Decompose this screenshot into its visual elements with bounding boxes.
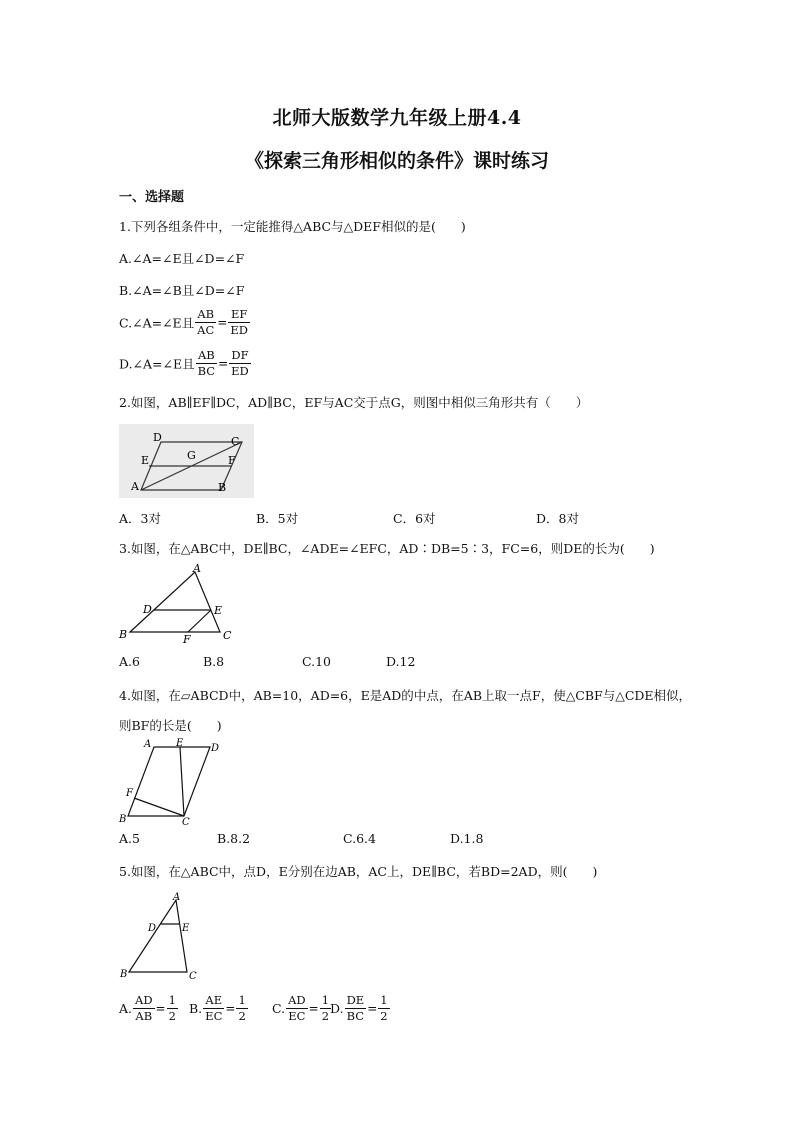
q1-stem: 1.下列各组条件中，一定能推得△ABC与△DEF相似的是( ) [119,219,466,234]
section-heading: 一、选择题 [119,190,185,205]
q1-option-c-fraction2: $\frac{EF}{ED}$ [230,307,248,337]
q2-label-c: C [231,435,240,448]
q2-label-d: D [153,431,162,444]
q5-label-d: D [148,923,157,934]
q4-label-b: B [119,814,127,825]
q2-label-a: A [131,480,139,493]
q1-option-d-equals: = [218,356,229,371]
q2-label-g: G [187,449,196,462]
q2-label-e: E [141,454,150,467]
q4-stem-line1: 4.如图，在▱ABCD中，AB=10，AD=6，E是AD的中点，在AB上取一点F，使△CBF与△CDE相似， [119,688,692,703]
q2-label-f: F [228,454,236,467]
q2-choice-b: B．5对 [256,511,299,526]
q4-choice-c: C.6.4 [343,831,376,846]
q4-label-f: F [126,788,133,799]
document-title: 北师大版数学九年级上册4.4 [272,107,522,129]
q1-option-c-fraction1: $\frac{AB}{AC}$ [197,307,215,337]
q3-label-e: E [214,604,223,617]
q5-label-a: A [173,892,181,903]
q5-label-c: C [189,971,197,982]
q2-choice-c: C．6对 [393,511,436,526]
q5-choice-b: B. $\frac{AE}{EC}$ = $\frac{1}{2}$ [189,993,246,1023]
q5-choice-a: A. $\frac{AD}{AB}$ = $\frac{1}{2}$ [119,993,176,1023]
q3-choice-c: C.10 [302,654,331,669]
q1-option-d-prefix: D.∠A=∠E且 [119,356,195,372]
q1-option-c [119,307,251,338]
q4-label-a: A [144,739,152,750]
q3-label-c: C [223,629,232,642]
q1-option-d-fraction1: $\frac{AB}{BC}$ [197,348,216,378]
q5-label-b: B [120,969,128,980]
q4-label-e: E [176,738,184,749]
q5-stem: 5.如图，在△ABC中，点D，E分别在边AB，AC上，DE∥BC，若BD=2AD，则( ) [119,864,598,879]
q3-label-b: B [119,628,128,641]
q3-figure [116,560,240,644]
q4-choice-d: D.1.8 [450,831,484,846]
q1-option-b: B.∠A=∠B且∠D=∠F [119,283,245,298]
q2-stem: 2.如图，AB∥EF∥DC，AD∥BC，EF与AC交于点G，则图中相似三角形共有（ ） [119,395,589,410]
q5-label-e: E [182,923,190,934]
q5-choice-d: D. $\frac{DE}{BC}$ = $\frac{1}{2}$ [330,993,388,1023]
q3-choice-b: B.8 [203,654,225,669]
q3-choice-d: D.12 [386,654,416,669]
q4-label-d: D [211,743,220,754]
q3-label-d: D [143,603,152,616]
q1-option-d [119,348,252,379]
q1-option-c-prefix: C.∠A=∠E且 [119,315,195,331]
q2-choice-d: D．8对 [536,511,579,526]
q3-choice-a: A.6 [119,654,140,669]
q4-choice-a: A.5 [119,831,140,846]
document-subtitle: 《探索三角形相似的条件》课时练习 [244,150,549,172]
q2-figure [119,424,254,498]
q4-stem-line2: 则BF的长是( ) [119,718,222,733]
q1-option-d-fraction2: $\frac{DF}{ED}$ [231,348,249,378]
q5-choice-c: C. $\frac{AD}{EC}$ = $\frac{1}{2}$ [272,993,330,1023]
q4-label-c: C [182,817,190,826]
q4-choice-b: B.8.2 [217,831,251,846]
q5-figure [117,889,207,983]
q2-label-b: B [218,481,227,494]
q3-label-f: F [183,633,191,644]
q3-label-a: A [193,562,201,575]
q1-option-a: A.∠A=∠E且∠D=∠F [119,251,245,266]
q1-option-c-equals: = [217,315,228,330]
q2-choice-a: A．3对 [119,511,161,526]
q3-stem: 3.如图，在△ABC中，DE∥BC，∠ADE=∠EFC，AD∶DB=5∶3，FC=6，则DE的长为( ) [119,541,655,556]
q4-figure [116,734,226,826]
